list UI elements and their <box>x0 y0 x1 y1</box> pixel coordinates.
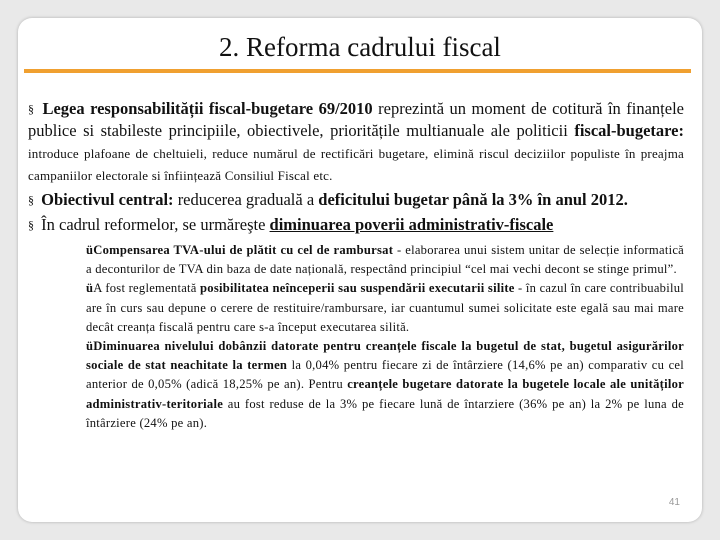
interest-title: Diminuarea nivelului dobânzii datorate pentru creanțele fiscale la bugetul de stat, bugetul asigurărilor sociale de stat neachitate la termen <box>86 339 684 373</box>
objective-label: Obiectivul central: <box>41 190 174 209</box>
slide-body <box>28 98 684 433</box>
bullet-central-objective <box>28 189 684 211</box>
slide-title: 2. Reforma cadrului fiscal <box>219 32 501 62</box>
vat-text: - elaborarea unui sistem unitar de selecție informatică a deconturilor de TVA din baza de date națională, respectând principiul “cel mai vechi decont se stinge primul”. <box>86 243 684 277</box>
deficit-target: deficitului bugetar până la 3% în anul 2012. <box>318 190 628 209</box>
objective-text: reducerea graduală a <box>173 190 319 209</box>
fiscal-budgetary-term: fiscal-bugetare: <box>574 121 684 140</box>
check-icon: ü <box>86 281 94 296</box>
law-description: reprezintă un moment de cotitură în finanțele publice si stabileste principiile, obiectivele, prioritățile multianuale ale politicii <box>28 99 684 140</box>
sub-bullets <box>86 241 684 433</box>
interest-text: la 0,04% pentru fiecare zi de întârziere (14,6% pe an) comparativ cu cel anterior de 0,05% (adică 18,25% pe an). Pentru <box>86 358 685 392</box>
enforcement-intro: A fost reglementată <box>93 281 201 296</box>
bullet-marker: § <box>28 218 34 232</box>
check-icon: ü <box>86 243 94 257</box>
reforms-text: În cadrul reformelor, se urmăreşte <box>41 215 270 234</box>
sub-item-vat-compensation <box>86 241 684 279</box>
slide <box>18 18 702 522</box>
bullet-marker: § <box>28 102 34 116</box>
interest-text-2: au fost reduse de la 3% pe fiecare lună de întarziere (36% pe an) la 2% pe luna de întârziere (24% pe an). <box>86 396 684 430</box>
sub-item-interest-reduction <box>86 337 684 433</box>
law-name: Legea responsabilității fiscal-bugetare 69/2010 <box>42 99 373 118</box>
reforms-goal: diminuarea poverii administrativ-fiscale <box>269 215 554 234</box>
vat-title: Compensarea TVA-ului de plătit cu cel de rambursat <box>93 243 394 257</box>
enforcement-text: - în cazul în care contribuabilul are în curs sau depune o cerere de restituire/rambursare, iar cuantumul sumei solicitate este egală sau mai mare decât creanța fiscală pentru care s-a început executarea silită. <box>86 281 685 334</box>
page-number: 41 <box>668 497 680 508</box>
check-icon: ü <box>86 339 94 354</box>
bullet-marker: § <box>28 193 34 207</box>
bullet-law-69-2010 <box>28 98 684 186</box>
bullet-reforms <box>28 214 684 236</box>
sub-item-enforcement <box>86 279 684 337</box>
title-underline <box>24 69 691 73</box>
enforcement-title: posibilitatea neînceperii sau suspendării executarii silite <box>200 281 515 296</box>
local-budget-claims: creanțele bugetare datorate la bugetele locale ale unităților administrativ-teritoriale <box>86 377 684 411</box>
law-measures: introduce plafoane de cheltuieli, reduce numărul de rectificări bugetare, elimină riscul deciziilor populiste în preajma campaniilor electorale si înființează Consiliul Fiscal etc. <box>28 146 684 183</box>
